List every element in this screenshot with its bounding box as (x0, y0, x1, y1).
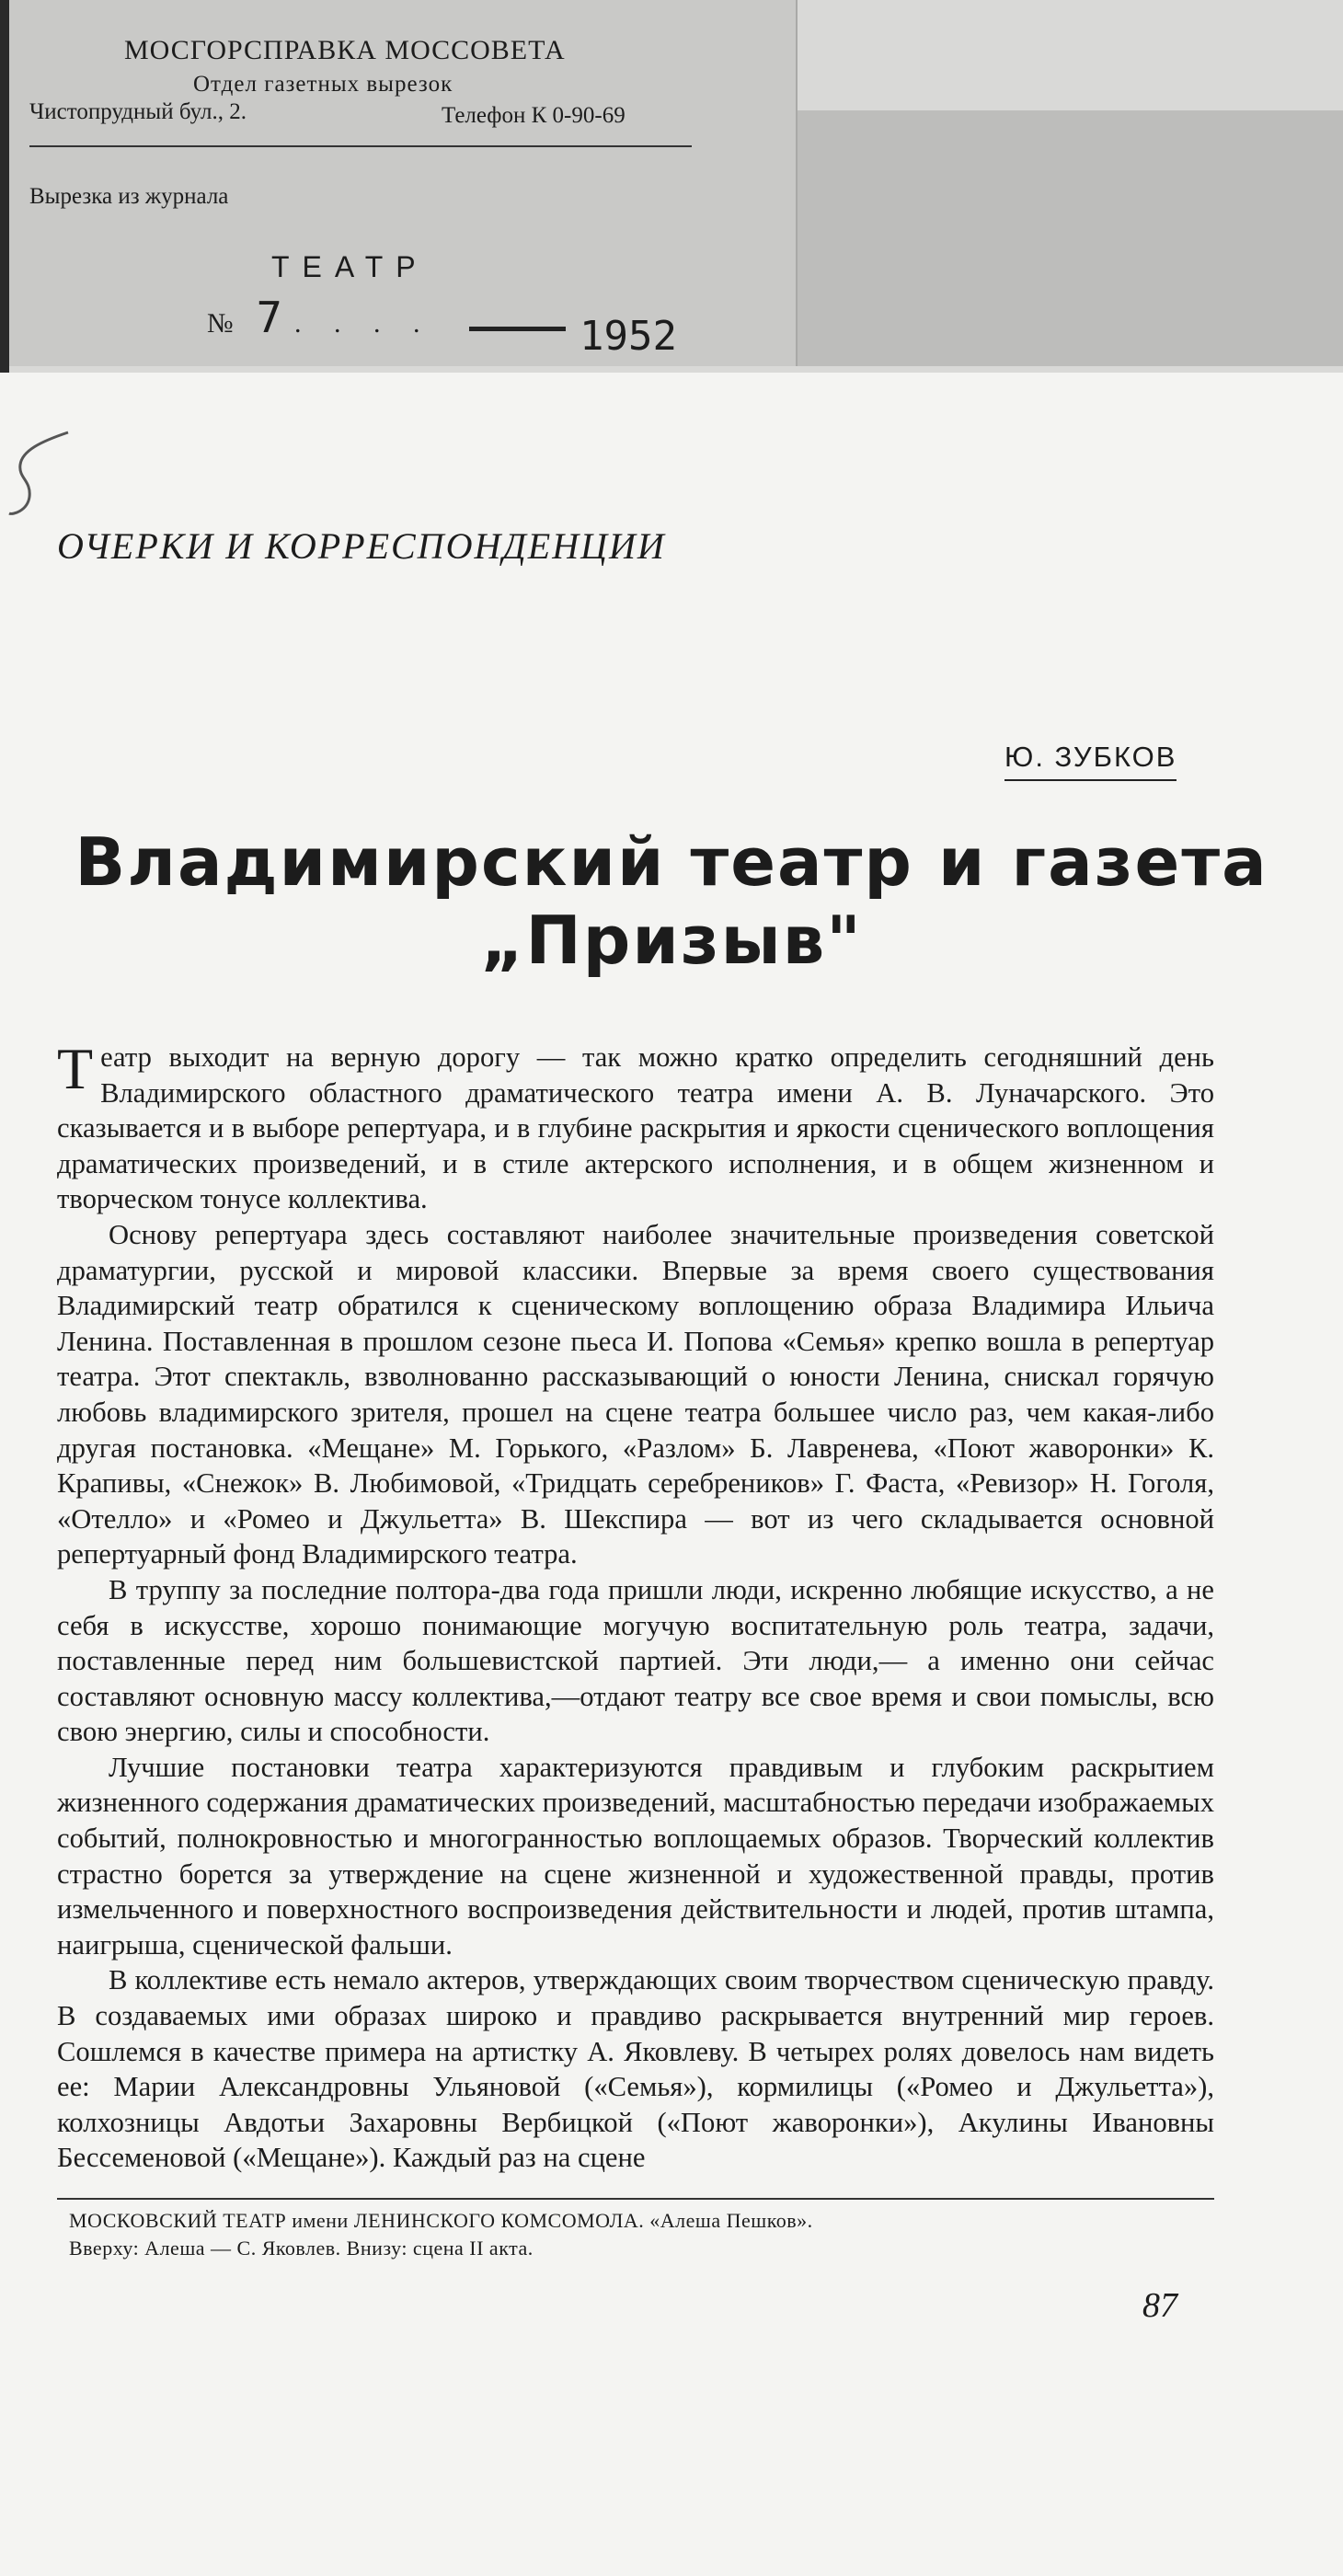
caption-rule (57, 2198, 1214, 2200)
stamp-edge (0, 0, 9, 373)
caption-line-1: МОСКОВСКИЙ ТЕАТР имени ЛЕНИНСКОГО КОМСОМОЛА. «Алеша Пешков». (69, 2209, 813, 2232)
stamp-magazine: ТЕАТР (271, 250, 429, 283)
stamp-issue-number: 7 (256, 293, 283, 342)
caption-line-2: Вверху: Алеша — С. Яковлев. Внизу: сцена II акта. (69, 2237, 534, 2260)
clipping-stamp-area (0, 0, 1343, 373)
paragraph: В коллективе есть немало актеров, утверждающих своим творчеством сценическую правду. В создаваемых ими образах широко и правдиво раскрывается внутренний мир героев. Сошлемся в качестве примера на артистку А. Яковлеву. В четырех ролях довелось нам видеть ее: Марии Александровны Ульяновой («Семья»), кормилицы («Ромео и Джульетта»), колхозницы Авдотьи Захаровны Вербицкой («Поют жаворонки»), Акулины Ивановны Бессеменовой («Мещане»). Каждый раз на сцене (57, 1964, 1214, 2174)
section-heading: ОЧЕРКИ И КОРРЕСПОНДЕНЦИИ (57, 525, 666, 567)
title-line-1: Владимирский театр и газета (75, 823, 1268, 901)
author-name: Ю. ЗУБКОВ (1004, 741, 1177, 781)
page-number: 87 (1142, 2286, 1177, 2325)
stamp-year: 1952 (580, 313, 677, 360)
article-title (0, 823, 1343, 980)
paragraph: Основу репертуара здесь составляют наиболее значительные произведения советской драматургии, русской и мировой классики. Впервые за время своего существования Владимирский театр обратился к сценическому воплощению образа Владимира Ильича Ленина. Поставленная в прошлом сезоне пьеса И. Попова «Семья» крепко вошла в репертуар театра. Этот спектакль, взволнованно рассказывающий о юности Ленина, снискал горячую любовь владимирского зрителя, прошел на сцене театра большее число раз, чем какая-либо другая постановка. «Мещане» М. Горького, «Разлом» Б. Лавренева, «Поют жаворонки» К. Крапивы, «Снежок» В. Любимовой, «Тридцать серебреников» Г. Фаста, «Ревизор» Н. Гоголя, «Отелло» и «Ромео и Джульетта» В. Шекспира — вот из чего складывается основной репертуарный фонд Владимирского театра. (57, 1218, 1214, 1570)
drop-cap: Т (57, 1036, 94, 1101)
paragraph: Театр выходит на верную дорогу — так можно кратко определить сегодняшний день Владимирского областного драматического театра имени А. В. Луначарского. Это сказывается и в выборе репертуара, и в глубине раскрытия и яркости сценического воплощения драматических произведений, и в стиле актерского исполнения, и в общем жизненном и творческом тонусе коллектива. (57, 1036, 1214, 1215)
photo-caption (69, 2207, 1214, 2262)
stamp-org: МОСГОРСПРАВКА МОССОВЕТА (124, 35, 566, 65)
clipping-stamp (9, 0, 798, 366)
stamp-dots: . . . . (294, 308, 433, 339)
paragraph: Лучшие постановки театра характеризуются правдивым и глубоким раскрытием жизненного содержания драматических произведений, масштабностью передачи изображаемых событий, полнокровностью и многогранностью воплощаемых образов. Творческий коллектив страстно борется за утверждение на сцене жизненной и художественной правды, против измельченного и поверхностного воспроизведения действительности и людей, против штампа, наигрыша, сценической фальши. (57, 1751, 1214, 1961)
stamp-dept: Отдел газетных вырезок (193, 72, 453, 97)
stamp-phone: Телефон К 0-90-69 (442, 103, 626, 128)
paragraph: В труппу за последние полтора-два года пришли люди, искренно любящие искусство, а не себя в искусстве, хорошо понимающие могучую воспитательную роль театра, задачи, поставленные перед ним большевистской партией. Эти люди,— а именно они сейчас составляют основную массу коллектива,—отдают театру все свое время и свои помыслы, всю свою энергию, силы и способности. (57, 1573, 1214, 1748)
stamp-issue-label: № (207, 308, 234, 339)
title-line-2: „Призыв" (480, 901, 863, 979)
paper-strip (796, 110, 1343, 366)
stamp-address: Чистопрудный бул., 2. (29, 99, 247, 124)
stamp-dash (469, 327, 566, 331)
pencil-mark-icon (4, 423, 77, 524)
stamp-clipping-label: Вырезка из журнала (29, 184, 229, 209)
article-body (57, 1036, 1214, 2176)
stamp-rule (29, 145, 692, 147)
